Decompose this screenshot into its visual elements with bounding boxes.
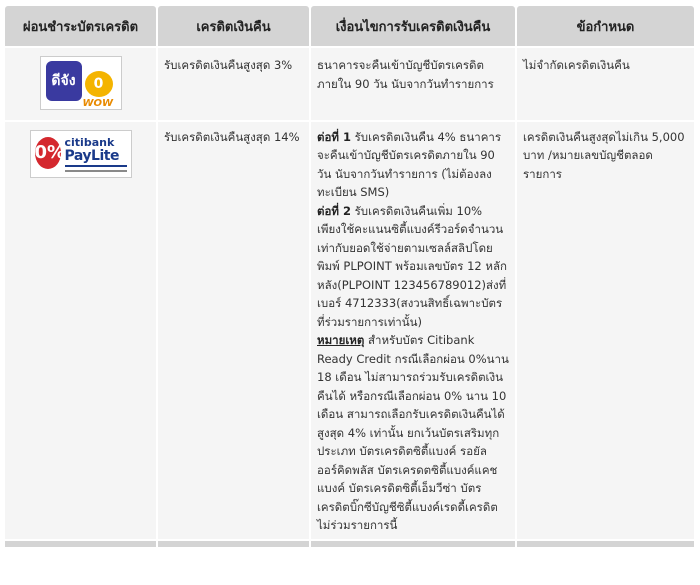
terms-cell: เครดิตเงินคืนสูงสุดไม่เกิน 5,000 บาท /หมายเลขบัญชีตลอดรายการ xyxy=(517,122,694,539)
note-text: สำหรับบัตร Citibank Ready Credit กรณีเลือกผ่อน 0%นาน 18 เดือน ไม่สามารถร่วมรับเครดิตเงินคืนได้ หรือกรณีเลือกผ่อน 0% นาน 10 เดือน สามารถเลือกรับเครดิตเงินคืนได้สูงสุด 4% เท่านั้น ยกเว้นบัตรเสริมทุกประเภท บัตรเครดิตซิตี้แบงค์ รอยัล ออร์คิดพลัส บัตรเครดตซิตี้แบงค์แคชแบงค์ บัตรเครดิตซิตี้เอ็มวีซ่า บัตรเครดิตบิ๊กซีบัญชีซิตี้แบงค์เรดดี้เครดิตไม่ร่วมรายการนี้ xyxy=(317,333,509,532)
citibank-brand: citibank xyxy=(64,135,115,149)
logo-cell xyxy=(5,48,156,120)
conditions-cell xyxy=(311,48,515,120)
table-footer-strip xyxy=(5,541,694,547)
cashback-table-container xyxy=(3,4,694,549)
condition-1-text: รับเครดิตเงินคืน 4% ธนาคารจะคืนเข้าบัญชีบัตรเครดิตภายใน 90 วัน นับจากวันทำรายการ (ไม่ต้องลงทะเบียน SMS) xyxy=(317,129,502,199)
header-conditions: เงื่อนไขการรับเครดิตเงินคืน xyxy=(311,6,515,46)
zero-percent-badge: 0 xyxy=(85,71,113,97)
cashback-cell: รับเครดิตเงินคืนสูงสุด 14% xyxy=(158,122,309,539)
cashback-table xyxy=(3,4,696,549)
header-card-installment: ผ่อนชำระบัตรเครดิต xyxy=(5,6,156,46)
logo-stripe xyxy=(65,165,127,167)
terms-cell: ไม่จำกัดเครดิตเงินคืน xyxy=(517,48,694,120)
citibank-paylite-logo xyxy=(30,130,132,178)
condition-line: ภายใน 90 วัน นับจากวันทำรายการ xyxy=(317,76,494,91)
paylite-brand: PayLite xyxy=(64,147,119,164)
zero-percent-icon: 0% xyxy=(35,137,61,169)
logo-stripe xyxy=(65,170,127,172)
logo-cell xyxy=(5,122,156,539)
condition-2-label: ต่อที่ 2 xyxy=(317,203,351,218)
dtac-logo-icon: ดีจัง xyxy=(46,61,82,101)
condition-1-label: ต่อที่ 1 xyxy=(317,129,351,144)
table-row xyxy=(5,48,694,120)
header-cashback: เครดิตเงินคืน xyxy=(158,6,309,46)
table-header-row xyxy=(5,6,694,46)
dtac-happy-logo xyxy=(40,56,122,110)
table-row xyxy=(5,122,694,539)
condition-line: ธนาคารจะคืนเข้าบัญชีบัตรเครดิต xyxy=(317,58,484,72)
conditions-cell xyxy=(311,122,515,539)
wow-label: WOW xyxy=(82,98,114,109)
cashback-cell: รับเครดิตเงินคืนสูงสุด 3% xyxy=(158,48,309,120)
header-terms: ข้อกำหนด xyxy=(517,6,694,46)
condition-2-text: รับเครดิตเงินคืนเพิ่ม 10% เพียงใช้คะแนนซิตี้แบงค์รีวอร์ดจำนวนเท่ากับยอดใช้จ่ายตามเซลล์สลิปโดยพิมพ์ PLPOINT พร้อมเลขบัตร 12 หลักหลัง(PLPOINT 123456789012)ส่งที่เบอร์ 4712333(สงวนสิทธิ์เฉพาะบัตรที่ร่วมรายการเท่านั้น) xyxy=(317,203,507,329)
note-label: หมายเหตุ xyxy=(317,333,365,347)
